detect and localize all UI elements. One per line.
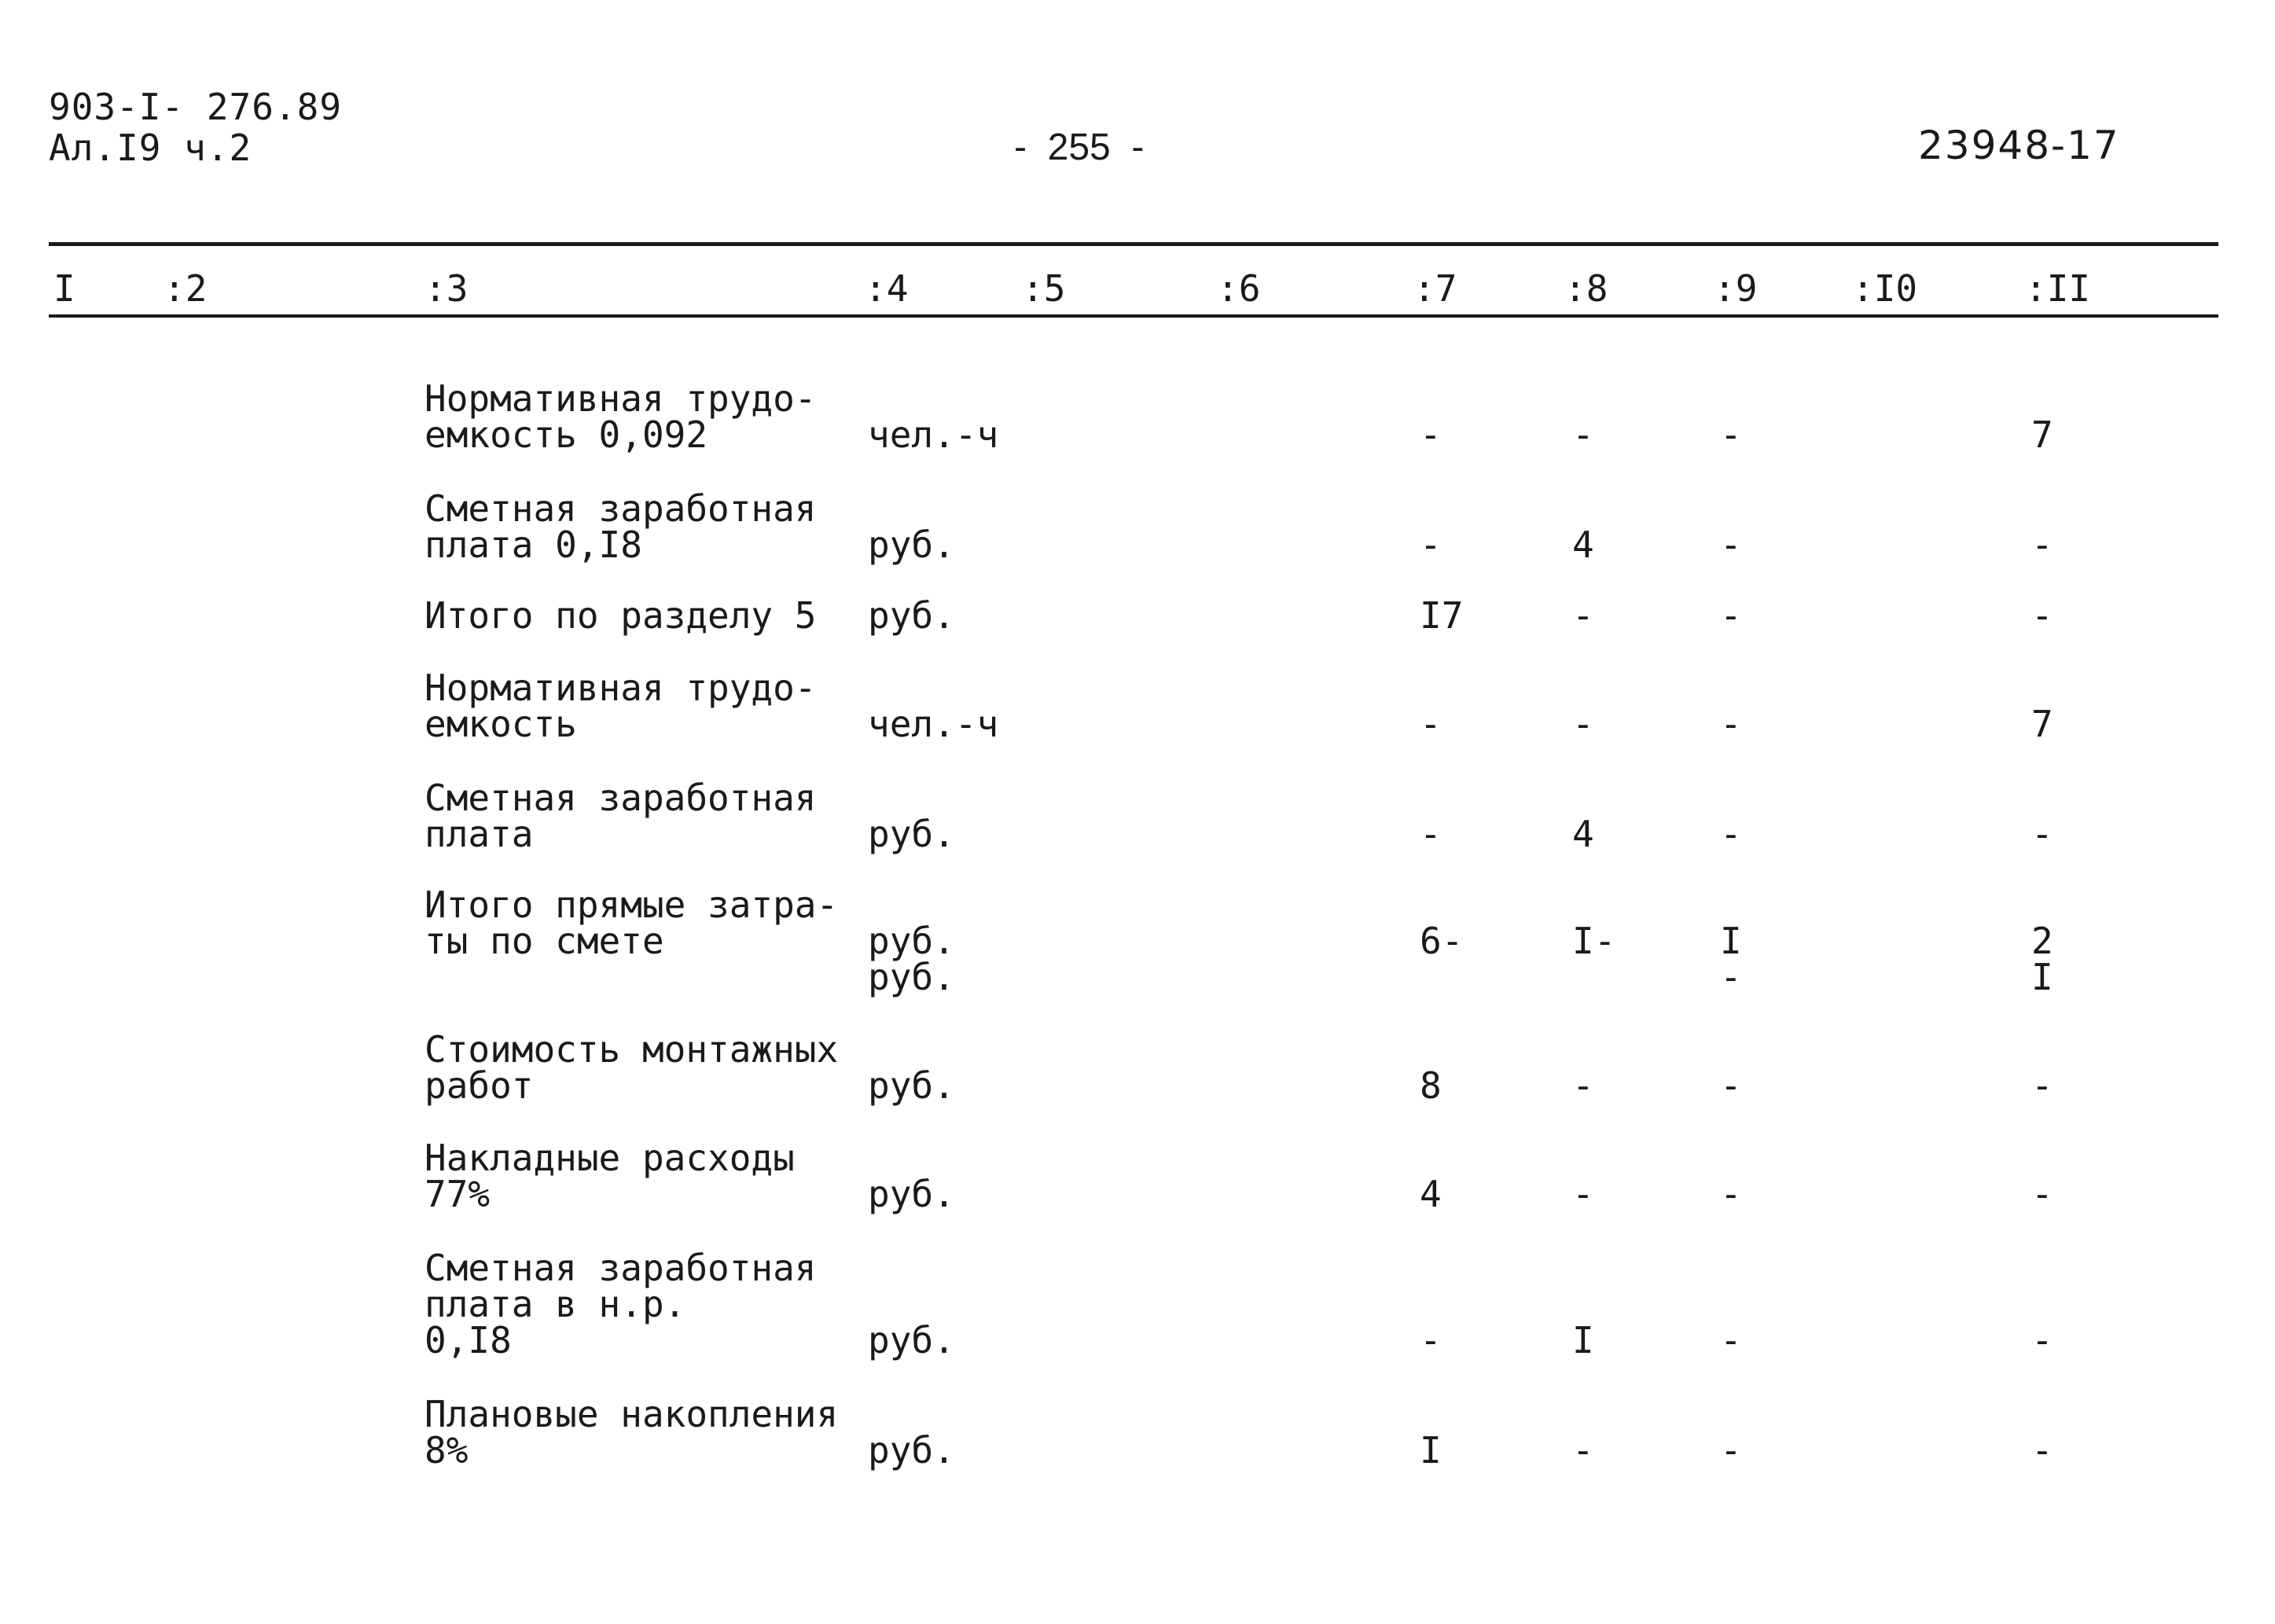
col7-cell: - — [1420, 813, 1442, 855]
unit-cell: руб. — [868, 813, 955, 855]
column-header-7: :7 — [1413, 267, 1457, 310]
unit-cell: руб. — [868, 920, 955, 962]
description-cell — [424, 667, 865, 745]
col7-cell: 6- — [1420, 920, 1464, 962]
column-header-6: :6 — [1217, 267, 1261, 310]
col8-cell: - — [1572, 1173, 1594, 1215]
col7-cell: 4 — [1420, 1173, 1442, 1215]
col11-cell: - — [2031, 1173, 2053, 1215]
unit-cell: руб. — [868, 956, 955, 998]
col9-cell: - — [1720, 1429, 1742, 1472]
description-line: плата в н.р. — [424, 1283, 686, 1325]
col11-cell: 7 — [2031, 413, 2053, 456]
col8-cell: - — [1572, 703, 1594, 745]
col7-cell: - — [1420, 703, 1442, 745]
col8-cell: - — [1572, 1064, 1594, 1107]
description-cell — [424, 1247, 865, 1361]
column-header-2: :2 — [164, 267, 208, 310]
col9-cell: - — [1720, 1064, 1742, 1107]
col8-cell: 4 — [1572, 813, 1594, 855]
description-line: Сметная заработная — [424, 777, 817, 819]
description-cell — [424, 1393, 865, 1472]
unit-cell: руб. — [868, 1429, 955, 1472]
description-line: 8% — [424, 1429, 469, 1472]
col9-cell: - — [1720, 1319, 1742, 1361]
col11-cell: - — [2031, 1319, 2053, 1361]
description-line: плата 0,I8 — [424, 524, 642, 566]
description-line: ты по смете — [424, 920, 664, 962]
col11-cell: - — [2031, 1064, 2053, 1107]
description-line: Плановые накопления — [424, 1393, 839, 1435]
col7-cell: 8 — [1420, 1064, 1442, 1107]
description-line: 0,I8 — [424, 1319, 512, 1361]
description-line: Нормативная трудо- — [424, 377, 817, 420]
description-line: емкость — [424, 703, 577, 745]
column-header-1: I — [53, 267, 75, 310]
col7-cell: I7 — [1420, 594, 1464, 637]
description-line: работ — [424, 1064, 534, 1107]
col9-cell: - — [1720, 703, 1742, 745]
description-cell — [424, 1028, 865, 1107]
unit-cell: чел.-ч — [868, 413, 999, 456]
description-cell — [424, 487, 865, 566]
description-line: 77% — [424, 1173, 491, 1215]
description-cell — [424, 377, 865, 456]
unit-cell: руб. — [868, 594, 955, 637]
column-header-5: :5 — [1022, 267, 1066, 310]
column-header-8: :8 — [1564, 267, 1608, 310]
col9-cell: - — [1720, 524, 1742, 566]
col9-cell: - — [1720, 956, 1742, 998]
description-cell — [424, 594, 865, 637]
page-number: - 255 - — [1014, 127, 1145, 168]
column-header-9: :9 — [1714, 267, 1758, 310]
unit-cell: руб. — [868, 524, 955, 566]
col9-cell: - — [1720, 413, 1742, 456]
col11-cell: - — [2031, 813, 2053, 855]
document-code — [49, 86, 342, 168]
description-line: Сметная заработная — [424, 1247, 817, 1289]
document-code-line-1: 903-I- 276.89 — [49, 86, 343, 128]
column-header-4: :4 — [865, 267, 909, 310]
col8-cell: I — [1572, 1319, 1594, 1361]
col8-cell: 4 — [1572, 524, 1594, 566]
col11-cell: - — [2031, 1429, 2053, 1472]
description-cell — [424, 777, 865, 855]
unit-cell: руб. — [868, 1064, 955, 1107]
column-header-11: :II — [2025, 267, 2091, 310]
col11-cell: 7 — [2031, 703, 2053, 745]
col11-cell: 2 — [2031, 920, 2053, 962]
col9-cell: - — [1720, 1173, 1742, 1215]
unit-cell: руб. — [868, 1173, 955, 1215]
document-number: 23948-17 — [1918, 123, 2120, 168]
col7-cell: - — [1420, 413, 1442, 456]
col11-cell: I — [2031, 956, 2053, 998]
unit-cell: руб. — [868, 1319, 955, 1361]
col11-cell: - — [2031, 524, 2053, 566]
col9-cell: I — [1720, 920, 1742, 962]
table-top-rule — [49, 242, 2218, 246]
col11-cell: - — [2031, 594, 2053, 637]
col8-cell: - — [1572, 413, 1594, 456]
description-line: Итого прямые затра- — [424, 884, 839, 926]
document-code-line-2: Ал.I9 ч.2 — [49, 127, 252, 169]
col8-cell: I- — [1572, 920, 1616, 962]
unit-cell: чел.-ч — [868, 703, 999, 745]
description-cell — [424, 1137, 865, 1215]
col9-cell: - — [1720, 594, 1742, 637]
col7-cell: - — [1420, 1319, 1442, 1361]
col7-cell: - — [1420, 524, 1442, 566]
description-line: Накладные расходы — [424, 1137, 795, 1179]
description-line: Нормативная трудо- — [424, 667, 817, 709]
description-line: плата — [424, 813, 534, 855]
column-header-3: :3 — [424, 267, 469, 310]
description-cell — [424, 884, 865, 962]
column-header-10: :I0 — [1852, 267, 1918, 310]
col8-cell: - — [1572, 1429, 1594, 1472]
description-line: емкость 0,092 — [424, 413, 708, 456]
col8-cell: - — [1572, 594, 1594, 637]
table-header-rule — [49, 314, 2218, 318]
col7-cell: I — [1420, 1429, 1442, 1472]
description-line: Сметная заработная — [424, 487, 817, 530]
description-line: Итого по разделу 5 — [424, 594, 817, 637]
col9-cell: - — [1720, 813, 1742, 855]
description-line: Стоимость монтажных — [424, 1028, 839, 1071]
